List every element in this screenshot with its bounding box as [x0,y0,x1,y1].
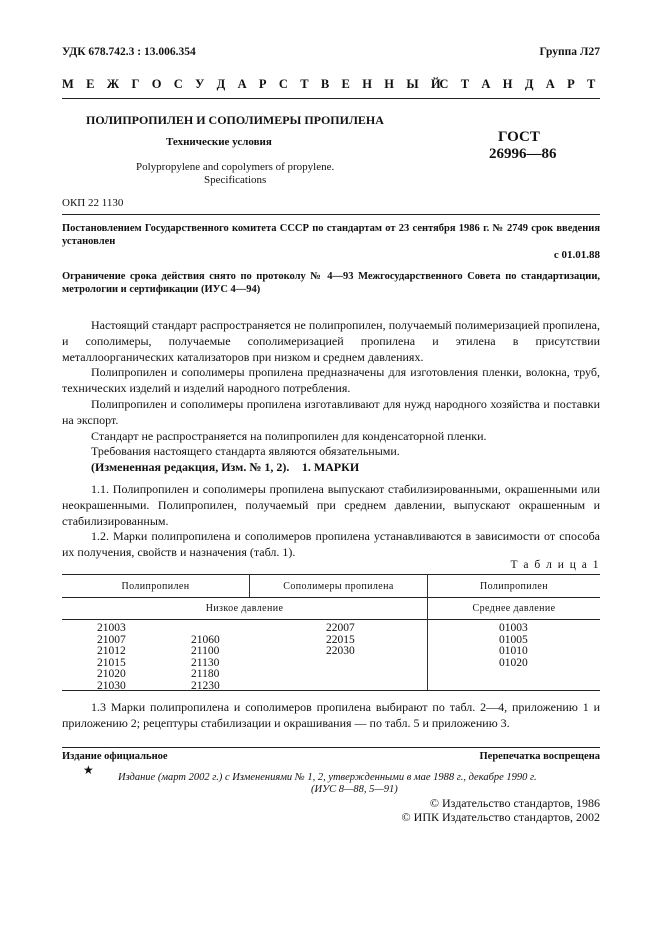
table-header-cell: Полипропилен [121,581,190,592]
gost-label: ГОСТ [498,129,540,145]
table-cell: 21130 [191,656,220,669]
table-cell: 21230 [191,679,220,692]
section-heading: 1. МАРКИ [301,460,360,474]
table-cell: 01010 [499,645,528,657]
document-subtitle: Технические условия [166,136,272,148]
intro-paragraph: Стандарт не распространяется на полипропилен для конденсаторной пленки. [91,428,487,443]
header-rule [62,98,600,99]
banner-interstate: М Е Ж Г О С У Д А Р С Т В Е Н Н Ы Й [62,77,446,91]
table-cell: 22030 [326,645,355,657]
table-cell: 21030 [97,679,126,692]
table-cell: 21015 [97,656,126,669]
copyright-1986: © Издательство стандартов, 1986 [429,796,600,810]
reprint-prohibited: Перепечатка воспрещена [479,751,600,762]
table-header-cell: Полипропилен [479,581,549,592]
okp-code: ОКП 22 1130 [62,197,124,209]
copyright-2002: © ИПК Издательство стандартов, 2002 [401,810,600,824]
limitation-text: Ограничение срока действия снято по протоколу № 4—93 Межгосударственного Совета по стандартизации, метрологии и сертификации (ИУС 4—94) [62,271,600,295]
english-title-line-2: Specifications [204,174,267,186]
table-subheader-rule [62,619,600,620]
ius-note: (ИУС 8—88, 5—91) [311,784,398,795]
intro-text [62,318,600,476]
document-title: ПОЛИПРОПИЛЕН И СОПОЛИМЕРЫ ПРОПИЛЕНА [86,113,384,127]
table-column-pp-low-b [191,635,220,693]
edition-note: Издание (март 2002 г.) с Изменениями № 1, 2, утвержденными в мае 1988 г., декабре 1990 г. [118,772,537,783]
clause-1-2: 1.2. Марки полипропилена и сополимеров пропилена устанавливаются в зависимости от способа их получения, свойств и назначения (табл. 1). [62,529,600,560]
table-cell: 21007 [97,633,126,646]
gost-number: 26996—86 [489,146,557,162]
table-cell: 21060 [191,633,220,646]
intro-paragraph: Полипропилен и сополимеры пропилена предназначены для изготовления пленки, волокна, труб, технических изделий и изделий народного потребления. [62,365,600,396]
table-cell: 01020 [499,656,528,669]
intro-paragraph: Требования настоящего стандарта являются обязательными. [91,444,400,459]
table-cell: 21020 [97,668,126,680]
star-icon: ★ [83,763,94,777]
decree-text: Постановлением Государственного комитета СССР по стандартам от 23 сентября 1986 г. № 2749 срок введения установлен [62,223,600,247]
table-header-rule [62,597,600,598]
intro-paragraph: Настоящий стандарт распространяется не полипропилен, получаемый полимеризацией пропилена, и сополимеры, получаемые сополимеризацией пропилена и этилена в присутствии металлоорганических катализаторов при низком и среднем давлениях. [62,318,600,364]
table-column-pp-low-a [97,623,126,692]
table-column-pp-medium [499,623,528,669]
english-title-line-1: Polypropylene and copolymers of propylene. [136,161,335,173]
group-code: Группа Л27 [539,46,600,58]
table-cell: 21180 [191,668,220,680]
table-header-cell: Сополимеры пропилена [283,581,394,592]
table-top-rule [62,574,600,575]
clause-1-1: 1.1. Полипропилен и сополимеры пропилена выпускают стабилизированными, окрашенными или неокрашенными. Полипропилен, получаемый при среднем давлении, выпускают окрашенным и стабилизированным. [62,482,600,528]
table-cell: 21100 [191,645,220,657]
banner-standard: С Т А Н Д А Р Т [439,77,600,91]
okp-rule [62,214,600,215]
table-cell: 21012 [97,645,126,657]
table-subheader-cell: Низкое давление [205,603,284,614]
table-subheader-cell: Среднее давление [472,603,556,614]
table-cell: 22007 [326,622,355,634]
udk-code: УДК 678.742.3 : 13.006.354 [62,46,196,58]
intro-paragraph: Полипропилен и сополимеры пропилена изготавливают для нужд народного хозяйства и поставки на экспорт. [62,396,600,427]
table-caption: Т а б л и ц а 1 [510,559,600,571]
table-cell: 21003 [97,622,126,634]
section-text [62,482,600,561]
official-edition: Издание официальное [62,751,168,762]
clause-1-3: 1.3 Марки полипропилена и сополимеров пропилена выбирают по табл. 2—4, приложению 1 и приложению 2; рецептуры стабилизации и окрашивания — по табл. 5 и приложению 3. [62,700,600,730]
footer-rule [62,747,600,748]
decree-date: с 01.01.88 [553,249,600,261]
table-column-copolymers [326,623,355,658]
clause-1-3-block [62,700,600,732]
table-cell: 22015 [326,633,355,646]
table-cell: 01005 [499,633,528,646]
table-bottom-rule [62,690,600,691]
amended-note: (Измененная редакция, Изм. № 1, 2). [91,460,290,475]
table-cell: 01003 [499,622,528,634]
